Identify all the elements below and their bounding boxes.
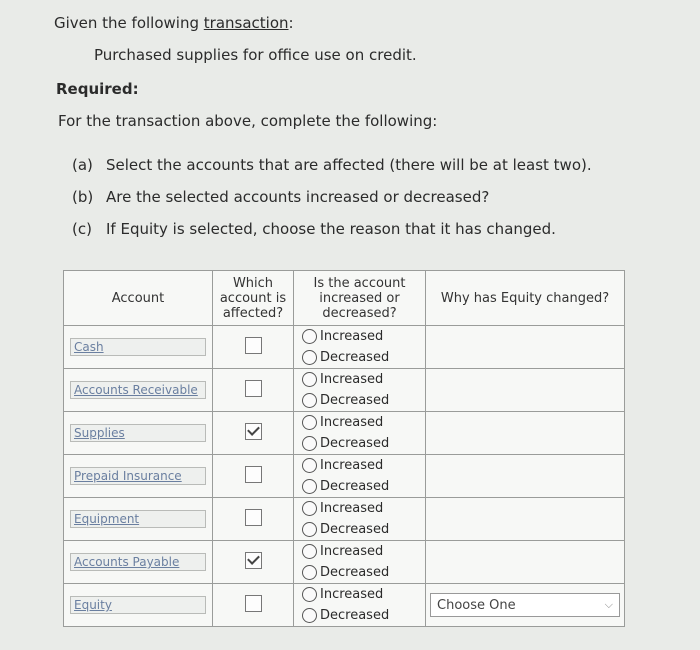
item-a bbox=[72, 156, 592, 174]
decreased-option[interactable] bbox=[302, 519, 425, 540]
account-cell bbox=[64, 584, 213, 627]
item-tag: (b) bbox=[72, 188, 94, 206]
change-cell bbox=[294, 584, 426, 627]
why-cell-empty bbox=[426, 326, 625, 369]
accounts-table bbox=[63, 270, 625, 627]
increased-label: Increased bbox=[320, 329, 384, 344]
account-link[interactable]: Equipment bbox=[70, 510, 206, 528]
increased-radio[interactable] bbox=[302, 458, 317, 473]
account-cell bbox=[64, 455, 213, 498]
item-c bbox=[72, 220, 556, 238]
chevron-down-icon: ⌵ bbox=[604, 598, 613, 611]
table-row bbox=[64, 498, 625, 541]
increased-radio[interactable] bbox=[302, 544, 317, 559]
table-row bbox=[64, 455, 625, 498]
increased-label: Increased bbox=[320, 587, 384, 602]
account-link[interactable]: Supplies bbox=[70, 424, 206, 442]
item-text: Select the accounts that are affected (there will be at least two). bbox=[106, 156, 592, 174]
decreased-option[interactable] bbox=[302, 433, 425, 454]
account-link[interactable]: Accounts Payable bbox=[70, 553, 206, 571]
affected-checkbox[interactable] bbox=[245, 552, 262, 569]
header-affected: Which account is affected? bbox=[213, 271, 294, 326]
given-line bbox=[54, 14, 294, 32]
why-cell-empty bbox=[426, 541, 625, 584]
account-cell bbox=[64, 498, 213, 541]
change-cell bbox=[294, 369, 426, 412]
affected-cell bbox=[213, 326, 294, 369]
account-link[interactable]: Cash bbox=[70, 338, 206, 356]
increased-option[interactable] bbox=[302, 584, 425, 605]
decreased-radio[interactable] bbox=[302, 350, 317, 365]
affected-checkbox[interactable] bbox=[245, 509, 262, 526]
required-heading: Required: bbox=[56, 80, 139, 98]
account-cell bbox=[64, 369, 213, 412]
item-text: If Equity is selected, choose the reason that it has changed. bbox=[106, 220, 556, 238]
increased-option[interactable] bbox=[302, 412, 425, 433]
item-tag: (c) bbox=[72, 220, 92, 238]
account-link[interactable]: Prepaid Insurance bbox=[70, 467, 206, 485]
why-cell-empty bbox=[426, 498, 625, 541]
decreased-label: Decreased bbox=[320, 608, 390, 623]
header-account: Account bbox=[64, 271, 213, 326]
decreased-label: Decreased bbox=[320, 565, 390, 580]
increased-option[interactable] bbox=[302, 541, 425, 562]
account-cell bbox=[64, 412, 213, 455]
decreased-radio[interactable] bbox=[302, 436, 317, 451]
change-cell bbox=[294, 326, 426, 369]
affected-cell bbox=[213, 498, 294, 541]
affected-checkbox[interactable] bbox=[245, 337, 262, 354]
increased-label: Increased bbox=[320, 372, 384, 387]
change-cell bbox=[294, 541, 426, 584]
account-cell bbox=[64, 326, 213, 369]
increased-radio[interactable] bbox=[302, 501, 317, 516]
decreased-label: Decreased bbox=[320, 522, 390, 537]
why-cell-empty bbox=[426, 455, 625, 498]
increased-label: Increased bbox=[320, 501, 384, 516]
affected-cell bbox=[213, 541, 294, 584]
given-suffix: : bbox=[288, 14, 294, 32]
decreased-radio[interactable] bbox=[302, 522, 317, 537]
affected-checkbox[interactable] bbox=[245, 595, 262, 612]
decreased-option[interactable] bbox=[302, 476, 425, 497]
given-prefix: Given the following bbox=[54, 14, 204, 32]
increased-option[interactable] bbox=[302, 455, 425, 476]
header-change: Is the account increased or decreased? bbox=[294, 271, 426, 326]
decreased-radio[interactable] bbox=[302, 565, 317, 580]
change-cell bbox=[294, 498, 426, 541]
equity-reason-select[interactable] bbox=[430, 593, 620, 617]
change-cell bbox=[294, 412, 426, 455]
affected-cell bbox=[213, 369, 294, 412]
why-cell-empty bbox=[426, 369, 625, 412]
item-text: Are the selected accounts increased or decreased? bbox=[106, 188, 490, 206]
affected-cell bbox=[213, 584, 294, 627]
increased-radio[interactable] bbox=[302, 372, 317, 387]
table-row bbox=[64, 541, 625, 584]
account-link[interactable]: Equity bbox=[70, 596, 206, 614]
account-link[interactable]: Accounts Receivable bbox=[70, 381, 206, 399]
instruction-text: For the transaction above, complete the following: bbox=[58, 112, 438, 130]
increased-option[interactable] bbox=[302, 498, 425, 519]
decreased-option[interactable] bbox=[302, 347, 425, 368]
transaction-link[interactable]: transaction bbox=[203, 14, 289, 32]
decreased-option[interactable] bbox=[302, 562, 425, 583]
account-cell bbox=[64, 541, 213, 584]
table-row bbox=[64, 584, 625, 627]
increased-label: Increased bbox=[320, 544, 384, 559]
decreased-radio[interactable] bbox=[302, 479, 317, 494]
table-row bbox=[64, 412, 625, 455]
why-cell-empty bbox=[426, 412, 625, 455]
increased-label: Increased bbox=[320, 415, 384, 430]
decreased-radio[interactable] bbox=[302, 393, 317, 408]
decreased-label: Decreased bbox=[320, 393, 390, 408]
affected-cell bbox=[213, 455, 294, 498]
item-tag: (a) bbox=[72, 156, 93, 174]
decreased-label: Decreased bbox=[320, 479, 390, 494]
increased-label: Increased bbox=[320, 458, 384, 473]
increased-option[interactable] bbox=[302, 369, 425, 390]
decreased-label: Decreased bbox=[320, 436, 390, 451]
affected-cell bbox=[213, 412, 294, 455]
affected-checkbox[interactable] bbox=[245, 380, 262, 397]
item-b bbox=[72, 188, 489, 206]
why-cell bbox=[426, 584, 625, 627]
decreased-option[interactable] bbox=[302, 390, 425, 411]
increased-radio[interactable] bbox=[302, 587, 317, 602]
decreased-label: Decreased bbox=[320, 350, 390, 365]
header-why: Why has Equity changed? bbox=[426, 271, 625, 326]
equity-reason-value: Choose One bbox=[437, 597, 516, 613]
increased-option[interactable] bbox=[302, 326, 425, 347]
change-cell bbox=[294, 455, 426, 498]
decreased-option[interactable] bbox=[302, 605, 425, 626]
affected-checkbox[interactable] bbox=[245, 466, 262, 483]
increased-radio[interactable] bbox=[302, 329, 317, 344]
table-header-row bbox=[64, 271, 625, 326]
affected-checkbox[interactable] bbox=[245, 423, 262, 440]
table-row bbox=[64, 326, 625, 369]
decreased-radio[interactable] bbox=[302, 608, 317, 623]
table-row bbox=[64, 369, 625, 412]
increased-radio[interactable] bbox=[302, 415, 317, 430]
transaction-text: Purchased supplies for office use on credit. bbox=[94, 46, 417, 64]
